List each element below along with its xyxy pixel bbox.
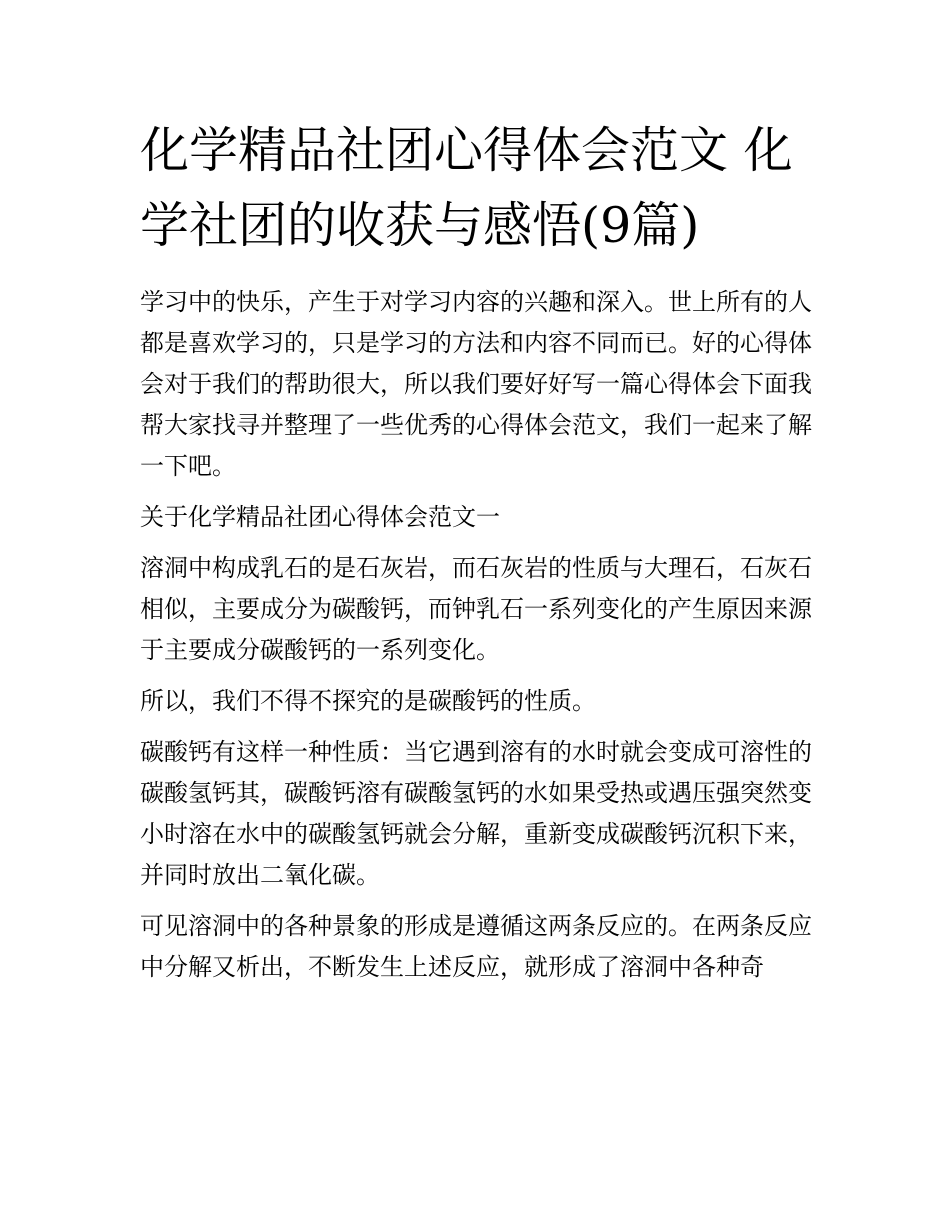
body-paragraph: 碳酸钙有这样一种性质：当它遇到溶有的水时就会变成可溶性的碳酸氢钙其，碳酸钙溶有碳酸氢钙的水如果受热或遇压强突然变小时溶在水中的碳酸氢钙就会分解，重新变成碳酸钙沉积下来，并同时放出二氧化碳。 bbox=[140, 738, 812, 889]
page-title: 化学精品社团心得体会范文 化学社团的收获与感悟(9篇) bbox=[140, 122, 793, 254]
body-paragraph: 可见溶洞中的各种景象的形成是遵循这两条反应的。在两条反应中分解又析出，不断发生上述反应，就形成了溶洞中各种奇 bbox=[140, 912, 812, 981]
body-paragraph: 溶洞中构成乳石的是石灰岩，而石灰岩的性质与大理石，石灰石相似，主要成分为碳酸钙，而钟乳石一系列变化的产生原因来源于主要成分碳酸钙的一系列变化。 bbox=[140, 554, 812, 664]
intro-paragraph: 学习中的快乐，产生于对学习内容的兴趣和深入。世上所有的人都是喜欢学习的，只是学习的方法和内容不同而已。好的心得体会对于我们的帮助很大，所以我们要好好写一篇心得体会下面我帮大家找寻并整理了一些优秀的心得体会范文，我们一起来了解一下吧。 bbox=[140, 288, 812, 480]
document-body bbox=[140, 282, 820, 998]
body-paragraph: 所以，我们不得不探究的是碳酸钙的性质。 bbox=[140, 687, 596, 715]
section-heading: 关于化学精品社团心得体会范文一 bbox=[140, 503, 500, 531]
